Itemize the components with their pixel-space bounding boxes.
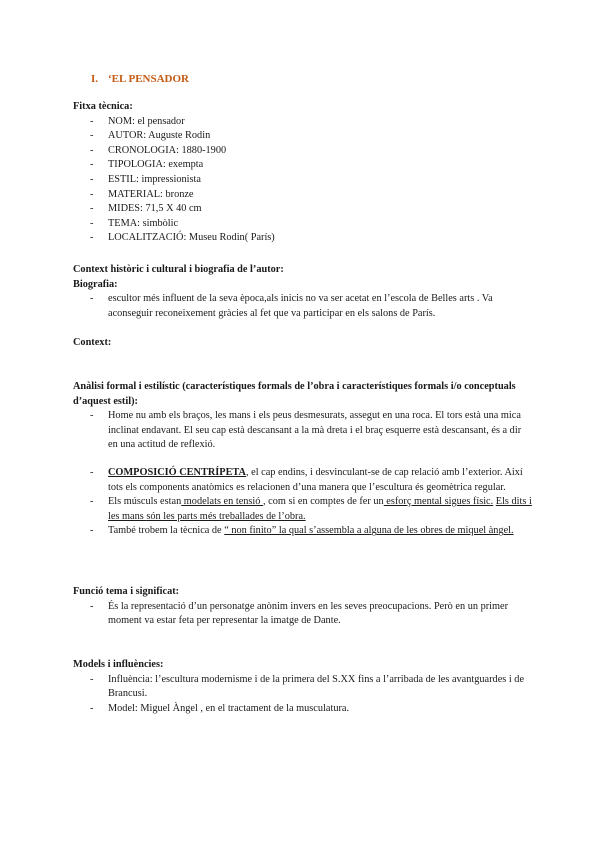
- muscles-underlined-b: modelats en tensió: [181, 496, 264, 508]
- models-list: [73, 673, 533, 717]
- fitxa-item: - TEMA: simbòlic: [73, 217, 533, 232]
- context-subheading: Context:: [73, 337, 112, 348]
- analisi-muscles: [73, 495, 533, 524]
- analisi-paragraph: - Home nu amb els braços, les mans i els peus desmesurats, assegut en una roca. El tors està una mica inclinat endavant. El seu cap està descansant a la mà dreta i el braç esquerre està descansant, és a dir en una actitud de reflexió.: [73, 409, 533, 453]
- muscles-underlined-h: són les parts més treballades de l’obra.: [146, 510, 306, 522]
- fitxa-item: - MIDES: 71,5 X 40 cm: [73, 202, 533, 217]
- fitxa-item: - LOCALITZACIÓ: Museu Rodin( París): [73, 231, 533, 246]
- funcio-heading: Funció tema i significat:: [73, 586, 180, 597]
- fitxa-item: - CRONOLOGIA: 1880-1900: [73, 144, 533, 159]
- context-heading: Context històric i cultural i biografia de l’autor:: [73, 264, 284, 275]
- bio-text: - escultor més influent de la seva època,als inicis no va ser acetat en l’escola de Belles arts . Va aconseguir reconeixement gràcies al fet que va participar en els salons de París.: [73, 292, 533, 321]
- analisi-heading: Anàlisi formal i estilístic (característiques formals de l’obra i característiques formals i/o conceptuals d’aquest estil):: [73, 381, 516, 407]
- models-section: [73, 658, 533, 716]
- composicio-text: , el cap endins, i desvinculant-se de cap relació amb l’exterior. Així tots els components anatòmics es relacionen d’una manera que l’escultura és geomètrica regular.: [108, 467, 523, 493]
- funcio-section: [73, 585, 533, 629]
- fitxa-heading: Fitxa tècnica:: [73, 101, 133, 112]
- fitxa-item: - MATERIAL: bronze: [73, 188, 533, 203]
- fitxa-section: [73, 100, 533, 246]
- analisi-section: [73, 380, 533, 453]
- analisi-composicio: [73, 466, 533, 495]
- fitxa-item: - ESTIL: impressionista: [73, 173, 533, 188]
- analisi-list: [73, 409, 533, 453]
- context-subsection: [73, 336, 533, 351]
- bio-list: [73, 292, 533, 321]
- models-heading: Models i influències:: [73, 659, 164, 670]
- muscles-underlined-g: i les mans: [108, 496, 532, 522]
- context-section: [73, 263, 533, 321]
- muscles-underlined-e: Els: [495, 496, 512, 508]
- section-title: [91, 72, 189, 87]
- fitxa-item: - NOM: el pensador: [73, 115, 533, 130]
- funcio-text: - És la representació d’un personatge anònim invers en les seves preocupacions. Però en un primer moment va estar feta per representar la imatge de Dante.: [73, 600, 533, 629]
- bio-heading: Biografia:: [73, 278, 118, 290]
- composicio-term: COMPOSICIÓ CENTRÍPETA: [108, 467, 246, 478]
- muscles-text-c: , com si en comptes de fer un: [263, 496, 384, 508]
- section-title-text: ‘EL PENSADOR: [108, 73, 189, 85]
- muscles-underlined-f: dits: [511, 496, 527, 508]
- fitxa-item: - AUTOR: Auguste Rodin: [73, 129, 533, 144]
- fitxa-list: [73, 115, 533, 246]
- section-number: I.: [91, 73, 99, 85]
- muscles-text-a: Els músculs estan: [108, 496, 182, 508]
- analisi-list-2: [73, 466, 533, 539]
- models-item: - Model: Miguel Àngel , en el tractament de la musculatura.: [73, 702, 533, 717]
- models-item: - Influència: l’escultura modernisme i de la primera del S.XX fins a l’arribada de les avantguardes i de Brancusi.: [73, 673, 533, 702]
- fitxa-item: - TIPOLOGIA: exempta: [73, 158, 533, 173]
- analisi-non-finito: [73, 524, 533, 539]
- analisi-section-2: [73, 466, 533, 539]
- muscles-underlined-d: esforç mental sigues físic.: [383, 496, 494, 508]
- non-finito-underlined: “ non finito” la qual s’assembla a alguna de les obres de miquel àngel.: [224, 525, 514, 537]
- funcio-list: [73, 600, 533, 629]
- non-finito-text: També trobem la tècnica de: [108, 525, 225, 537]
